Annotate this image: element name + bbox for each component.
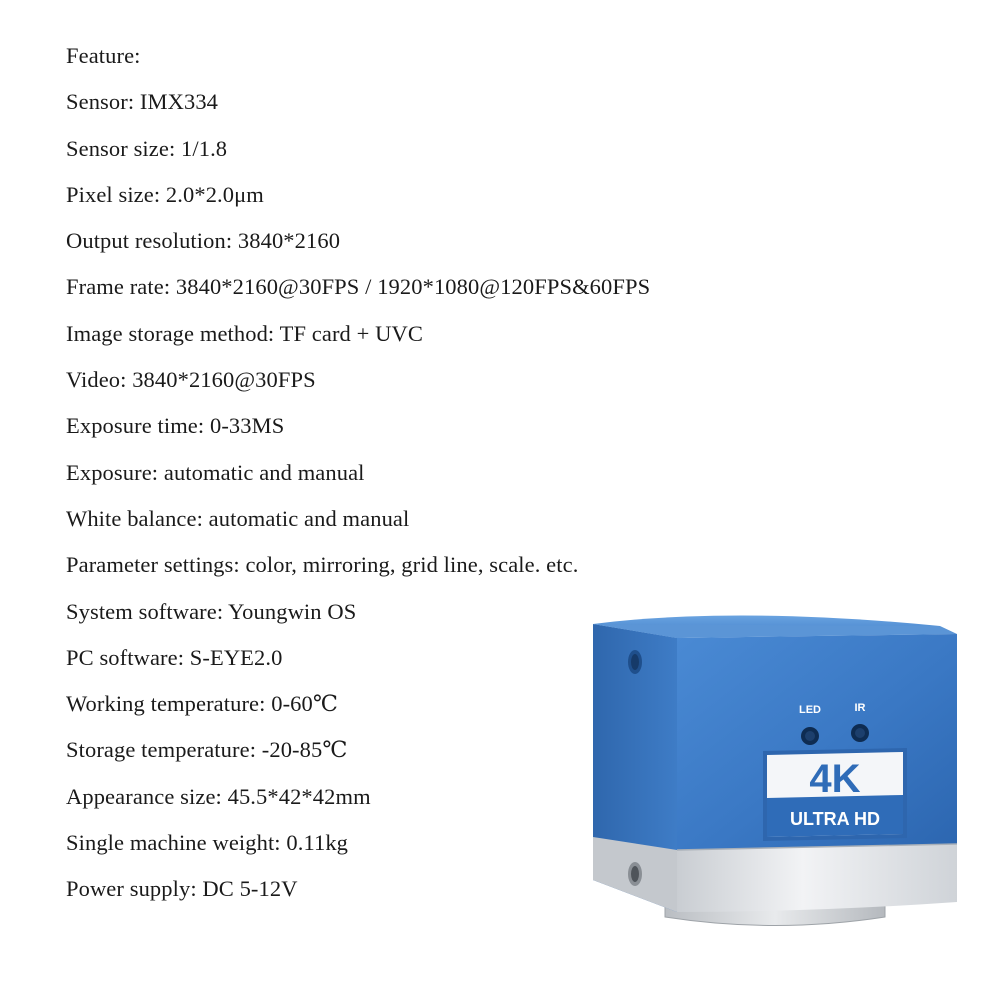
spec-frame-rate: Frame rate: 3840*2160@30FPS / 1920*1080@120FPS&60FPS [66, 274, 651, 300]
spec-sensor: Sensor: IMX334 [66, 89, 219, 115]
led-label: LED [799, 704, 821, 716]
spec-pc-software: PC software: S-EYE2.0 [66, 644, 283, 670]
spec-pixel-size: Pixel size: 2.0*2.0μm [66, 181, 264, 207]
spec-sensor-size: Sensor size: 1/1.8 [66, 135, 228, 161]
spec-video: Video: 3840*2160@30FPS [66, 367, 316, 393]
spec-power-supply: Power supply: DC 5-12V [66, 876, 298, 902]
spec-list [66, 38, 650, 918]
spec-appearance-size: Appearance size: 45.5*42*42mm [66, 783, 371, 809]
spec-heading: Feature: [66, 43, 141, 68]
spec-weight: Single machine weight: 0.11kg [66, 830, 349, 856]
badge-ultra-hd-text: ULTRA HD [790, 809, 880, 829]
spec-system-software: System software: Youngwin OS [66, 598, 357, 624]
badge-4k-text: 4K [809, 757, 861, 801]
spec-parameter-settings: Parameter settings: color, mirroring, grid line, scale. etc. [66, 552, 579, 578]
ir-label: IR [854, 702, 866, 714]
spec-working-temperature: Working temperature: 0-60℃ [66, 691, 339, 717]
spec-storage-method: Image storage method: TF card + UVC [66, 320, 423, 346]
spec-exposure: Exposure: automatic and manual [66, 459, 365, 485]
spec-output-resolution: Output resolution: 3840*2160 [66, 228, 341, 254]
camera-image [585, 612, 975, 942]
spec-white-balance: White balance: automatic and manual [66, 505, 410, 531]
ultra-hd-badge [763, 748, 907, 841]
spec-exposure-time: Exposure time: 0-33MS [66, 413, 285, 439]
spec-storage-temperature: Storage temperature: -20-85℃ [66, 737, 348, 763]
